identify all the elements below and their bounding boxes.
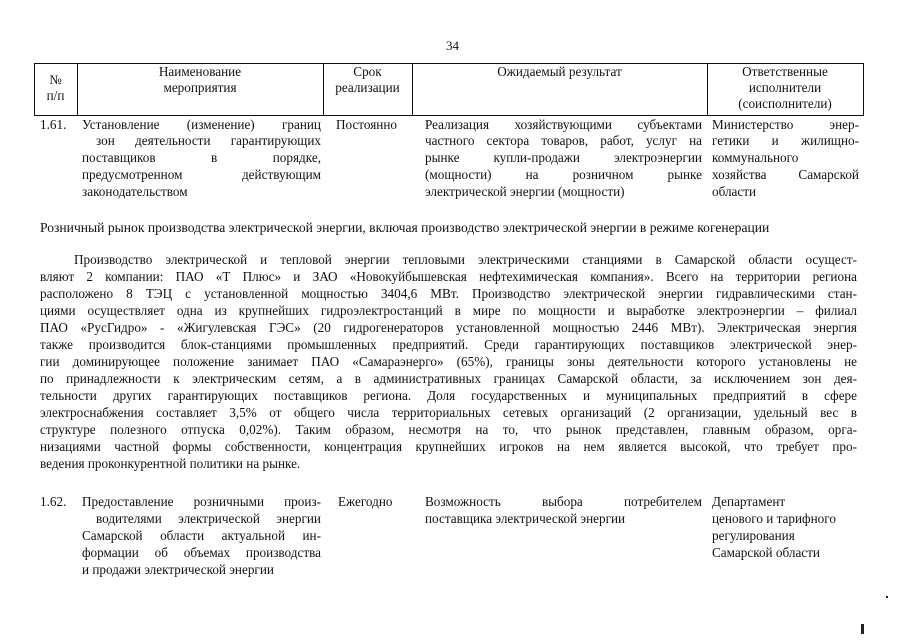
paragraph-line: циями осуществляет одна из крупнейших гидроэлектростанций в мире по мощности и выработке электроэнергии – филиал	[40, 303, 857, 318]
paragraph-line: Производство электрической и тепловой энергии тепловыми электрическими станциями в Самарской области осущест-	[74, 252, 857, 267]
scan-mark	[861, 624, 864, 634]
header-name-line-1: Наименование	[158, 64, 242, 79]
row-161-num: 1.61.	[40, 117, 67, 132]
row-162-executors-line: регулирования	[712, 528, 795, 543]
paragraph-line: также производится блок-станциями промышленных предприятий. Среди гарантирующих поставщиков электрической энер-	[40, 337, 857, 352]
header-bottom-rule	[34, 115, 864, 116]
header-result	[412, 64, 707, 80]
header-executors-line-2: исполнители	[748, 80, 822, 95]
row-162-term: Ежегодно	[338, 494, 393, 509]
paragraph-line: гии доминирующее положение занимает ПАО «Самараэнерго» (65%), границы зоны деятельности которого установлены не	[40, 354, 857, 369]
header-right-border	[863, 63, 864, 116]
paragraph-line: вляют 2 компании: ПАО «Т Плюс» и ЗАО «Новокуйбышевская нефтехимическая компания». Всего на территории региона	[40, 269, 857, 284]
row-161-executors-line: Министерство энер-	[712, 117, 859, 132]
header-executors	[707, 64, 863, 112]
row-162-name-line: и продажи электрической энергии	[82, 562, 274, 577]
paragraph-line: структуре полезного отпуска 0,02%). Таким образом, несмотря на то, что рынок представлен, главным образом, орга-	[40, 422, 857, 437]
header-name	[77, 64, 323, 96]
paragraph-line: ведения проконкурентной политики на рынке.	[40, 456, 301, 471]
row-162-name-line: Предоставление розничными произ-	[82, 494, 321, 509]
section-heading: Розничный рынок производства электрической энергии, включая производство электрической энергии в режиме когенерации	[40, 220, 770, 235]
row-161-name-line: поставщиков в порядке,	[82, 150, 321, 165]
row-161-term: Постоянно	[336, 117, 398, 132]
paragraph-line: низациями частной формы собственности, концентрация крупнейших игроков на нем является высокой, что требует про-	[40, 439, 857, 454]
row-161-name-line: Установление (изменение) границ	[82, 117, 321, 132]
row-161-executors-line: области	[712, 184, 757, 199]
row-161-result-line: электрической энергии (мощности)	[425, 184, 625, 199]
header-executors-line-1: Ответственные	[742, 64, 828, 79]
paragraph-line: ПАО «РусГидро» - «Жигулевская ГЭС» (20 гидрогенераторов установленной мощностью 2446 МВт). Электрическая энергия	[40, 320, 857, 335]
row-161-result-line: частного сектора товаров, работ, услуг на	[425, 133, 702, 148]
row-161-name-line: зон деятельности гарантирующих	[96, 133, 321, 148]
header-result-line: Ожидаемый результат	[497, 64, 622, 79]
row-162-num: 1.62.	[40, 494, 67, 509]
row-162-name-line: формации об объемах производства	[82, 545, 321, 560]
row-162-name-line: Самарской области актуальной ин-	[82, 528, 321, 543]
header-name-line-2: мероприятия	[163, 80, 237, 95]
header-executors-line-3: (соисполнители)	[738, 96, 832, 111]
row-162-result-line: поставщика электрической энергии	[425, 511, 626, 526]
row-161-result-line: рынке купли-продажи электроэнергии	[425, 150, 702, 165]
page-number: 34	[446, 38, 459, 53]
paragraph-line: расположено 8 ТЭЦ с установленной мощностью 3404,6 МВт. Производство электрической энергии гидравлическими стан-	[40, 286, 857, 301]
row-161-executors-line: коммунального	[712, 150, 799, 165]
scan-dot	[886, 596, 888, 598]
row-161-executors-line: хозяйства Самарской	[712, 167, 859, 182]
row-162-name-line: водителями электрической энергии	[96, 511, 321, 526]
header-num-line-2: п/п	[46, 88, 65, 103]
row-162-executors-line: Департамент	[712, 494, 786, 509]
paragraph-line: электроснабжения составляет 3,5% от общего числа территориальных сетевых организаций (2 организации, удельный вес в	[40, 405, 857, 420]
header-num-line-1: №	[49, 72, 62, 87]
header-term-line-1: Срок	[353, 64, 382, 79]
row-162-result-line: Возможность выбора потребителем	[425, 494, 702, 509]
header-num	[34, 72, 77, 104]
row-162-executors-line: Самарской области	[712, 545, 820, 560]
header-term-line-2: реализации	[335, 80, 400, 95]
row-161-result-line: (мощности) на розничном рынке	[425, 167, 702, 182]
paragraph-line: по принадлежности к электрическим сетям, а в административных границах Самарской области, за исключением зон дея-	[40, 371, 857, 386]
paragraph-line: тельности других гарантирующих поставщиков региона. Доля государственных и муниципальных предприятий в сфере	[40, 388, 857, 403]
row-161-name-line: предусмотренном действующим	[82, 167, 321, 182]
header-term	[323, 64, 412, 96]
row-161-name-line: законодательством	[82, 184, 188, 199]
row-162-executors-line: ценового и тарифного	[712, 511, 836, 526]
row-161-executors-line: гетики и жилищно-	[712, 133, 859, 148]
row-161-result-line: Реализация хозяйствующими субъектами	[425, 117, 702, 132]
